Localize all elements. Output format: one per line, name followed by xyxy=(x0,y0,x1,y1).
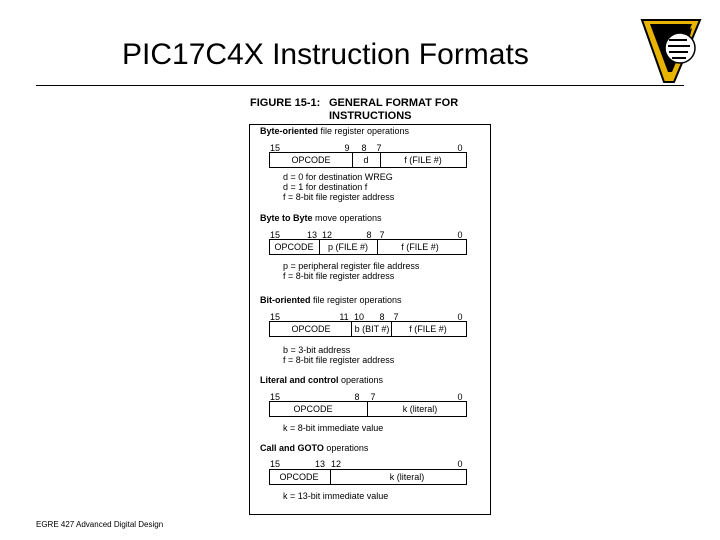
field-file: f (FILE #) xyxy=(401,242,439,252)
bit-number: 15 xyxy=(269,143,281,153)
bit-number: 9 xyxy=(344,143,350,153)
section-note: d = 0 for destination WREG xyxy=(283,172,393,182)
instruction-format-box xyxy=(269,401,467,417)
section-note: k = 13-bit immediate value xyxy=(283,491,389,501)
section-note: p = peripheral register file address xyxy=(283,261,420,271)
field-opcode: OPCODE xyxy=(291,324,331,334)
instruction-format-box xyxy=(269,152,467,168)
bit-number: 12 xyxy=(321,230,333,240)
bit-number: 7 xyxy=(379,230,385,240)
bit-number: 8 xyxy=(379,312,385,322)
bit-number: 0 xyxy=(457,312,463,322)
bit-number: 0 xyxy=(457,143,463,153)
field-d: d xyxy=(363,155,369,165)
section-note: b = 3-bit address xyxy=(283,345,351,355)
section-title-byte-to-byte: Byte to Byte move operations xyxy=(260,213,382,223)
field-p: p (FILE #) xyxy=(327,242,369,252)
field-divider xyxy=(319,240,320,254)
section-title-bit-oriented: Bit-oriented file register operations xyxy=(260,295,402,305)
field-opcode: OPCODE xyxy=(291,155,331,165)
section-title-byte-oriented: Byte-oriented file register operations xyxy=(260,126,410,136)
field-opcode: OPCODE xyxy=(274,242,314,252)
bit-number: 13 xyxy=(314,459,326,469)
field-literal: k (literal) xyxy=(402,404,438,414)
figure-label: FIGURE 15-1: xyxy=(250,97,321,109)
field-opcode: OPCODE xyxy=(293,404,333,414)
figure-title-line2: INSTRUCTIONS xyxy=(329,110,412,122)
bit-number: 0 xyxy=(457,392,463,402)
field-divider xyxy=(352,153,353,167)
bit-number: 15 xyxy=(269,230,281,240)
bit-number: 0 xyxy=(457,459,463,469)
bit-number: 12 xyxy=(330,459,342,469)
university-logo xyxy=(640,18,702,84)
title-divider xyxy=(36,85,684,86)
bit-number: 7 xyxy=(393,312,399,322)
section-note: k = 8-bit immediate value xyxy=(283,423,384,433)
bit-number: 7 xyxy=(370,392,376,402)
section-note: d = 1 for destination f xyxy=(283,182,368,192)
section-title-call-goto: Call and GOTO operations xyxy=(260,443,369,453)
field-file: f (FILE #) xyxy=(404,155,442,165)
field-opcode: OPCODE xyxy=(279,472,319,482)
bit-number: 0 xyxy=(457,230,463,240)
instruction-format-box xyxy=(269,321,467,337)
bit-number: 13 xyxy=(306,230,318,240)
field-divider xyxy=(330,470,331,484)
section-note: f = 8-bit file register address xyxy=(283,355,395,365)
instruction-format-box xyxy=(269,239,467,255)
section-note: f = 8-bit file register address xyxy=(283,271,395,281)
field-divider xyxy=(367,402,368,416)
bit-number: 15 xyxy=(269,459,281,469)
field-divider xyxy=(391,322,392,336)
field-divider xyxy=(380,153,381,167)
section-note: f = 8-bit file register address xyxy=(283,192,395,202)
field-b: b (BIT #) xyxy=(354,324,390,334)
field-divider xyxy=(377,240,378,254)
bit-number: 10 xyxy=(353,312,365,322)
field-literal: k (literal) xyxy=(389,472,425,482)
slide-title: PIC17C4X Instruction Formats xyxy=(122,38,529,71)
instruction-format-box xyxy=(269,469,467,485)
figure-title-line1: GENERAL FORMAT FOR xyxy=(329,97,459,109)
slide-footer: EGRE 427 Advanced Digital Design xyxy=(36,520,164,529)
field-divider xyxy=(351,322,352,336)
bit-number: 8 xyxy=(361,143,367,153)
field-file: f (FILE #) xyxy=(409,324,447,334)
bit-number: 11 xyxy=(339,312,349,322)
bit-number: 8 xyxy=(354,392,360,402)
bit-number: 15 xyxy=(269,312,281,322)
section-title-literal-control: Literal and control operations xyxy=(260,375,384,385)
bit-number: 8 xyxy=(366,230,372,240)
bit-number: 7 xyxy=(376,143,382,153)
bit-number: 15 xyxy=(269,392,281,402)
